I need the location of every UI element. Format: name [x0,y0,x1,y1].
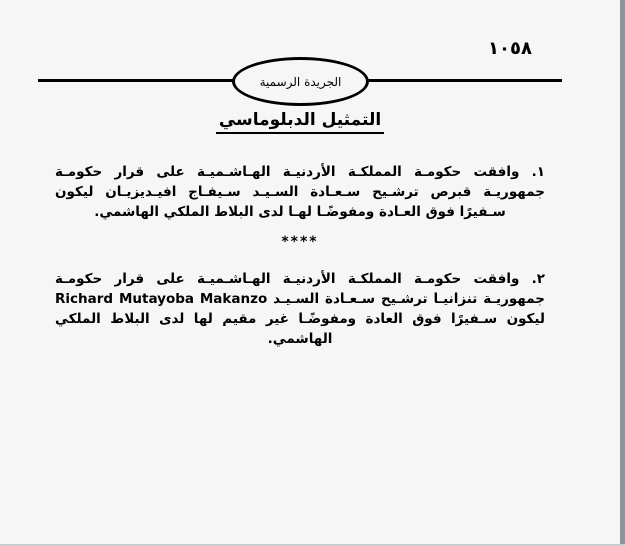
page-number: ١٠٥٨ [488,38,532,59]
scrollbar[interactable] [620,0,625,546]
gazette-name-label: الجريدة الرسمية [259,74,342,89]
entry-paragraph-2: ٢. وافقت حكومـة المملكـة الأردنيـة الهـاشـميـة على قرار حكومـة جمهوريـة تنزانيـا ترشـيح سـعـادة السـيـد Richard Mutayoba Makanzo ليكون سـفيرًا فوق العادة ومفوضًـا غير مقيم لها لدى البلاط الملكي الهاشمي. [55,271,545,347]
entry-paragraph-1: ١. وافقت حكومـة المملكـة الأردنيـة الهـاشـميـة على قرار حكومـة جمهوريـة قبرص ترشـيح سـعـادة السـيـد سـيفـاج افيـديزيـان ليكون سـفيرًا فوق العـادة ومفوضًـا لهـا لدى البلاط الملكي الهاشمي. [55,164,545,220]
section-title-container [55,110,545,134]
stars-separator: **** [281,234,319,250]
section-title: التمثيل الدبلوماسي [216,110,384,134]
gazette-seal-ellipse [232,57,369,106]
